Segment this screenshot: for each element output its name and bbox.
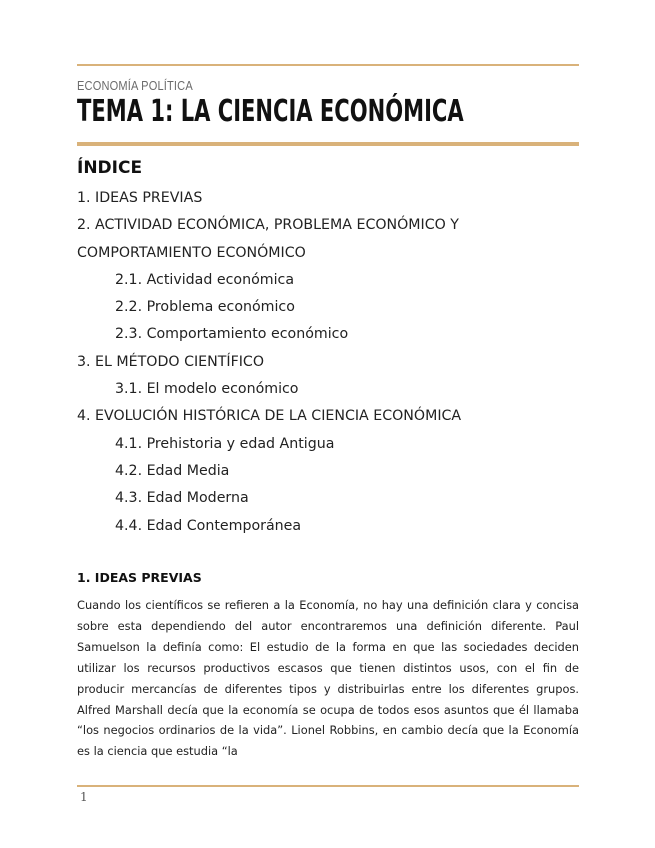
toc-subitem: 2.2. Problema económico xyxy=(115,299,295,316)
toc-subitem: 3.1. El modelo económico xyxy=(115,381,299,398)
toc-item: 1. IDEAS PREVIAS xyxy=(77,190,203,206)
toc-subitem: 4.2. Edad Media xyxy=(115,462,230,479)
index-heading: ÍNDICE xyxy=(77,158,143,178)
toc-subitem: 2.1. Actividad económica xyxy=(115,271,295,288)
section-heading: 1. IDEAS PREVIAS xyxy=(77,570,202,585)
header-bottom-rule xyxy=(77,142,579,146)
page-number: 1 xyxy=(80,790,88,804)
toc-item: COMPORTAMIENTO ECONÓMICO xyxy=(77,244,306,261)
toc-item: 3. EL MÉTODO CIENTÍFICO xyxy=(77,353,265,370)
toc-item: 2. ACTIVIDAD ECONÓMICA, PROBLEMA ECONÓMICO Y xyxy=(77,217,459,234)
toc-subitem: 4.4. Edad Contemporánea xyxy=(115,517,302,534)
toc-subitem: 4.3. Edad Moderna xyxy=(115,490,249,507)
page-title: TEMA 1: LA CIENCIA ECONÓMICA xyxy=(77,94,464,129)
toc-item: 4. EVOLUCIÓN HISTÓRICA DE LA CIENCIA ECONÓMICA xyxy=(77,408,462,425)
header-top-rule xyxy=(77,64,579,66)
toc-subitem: 2.3. Comportamiento económico xyxy=(115,326,349,343)
footer-rule xyxy=(77,785,579,787)
body-paragraph: Cuando los científicos se refieren a la Economía, no hay una definición clara y concisa sobre esta dependiendo del autor encontraremos una definición diferente. Paul Samuelson la definía como: El estudio de la forma en que las sociedades deciden utilizar los recursos productivos escasos que tienen distintos usos, con el fin de producir mercancías de diferentes tipos y distribuirlas entre los diferentes grupos. Alfred Marshall decía que la economía se ocupa de todos esos asuntos que él llamaba “los negocios ordinarios de la vida”. Lionel Robbins, en cambio decía que la Economía es la ciencia que estudia “la xyxy=(77,598,579,759)
toc-subitem: 4.1. Prehistoria y edad Antigua xyxy=(115,435,335,452)
table-of-contents xyxy=(77,185,587,540)
subject-label: ECONOMÍA POLÍTICA xyxy=(77,78,193,93)
